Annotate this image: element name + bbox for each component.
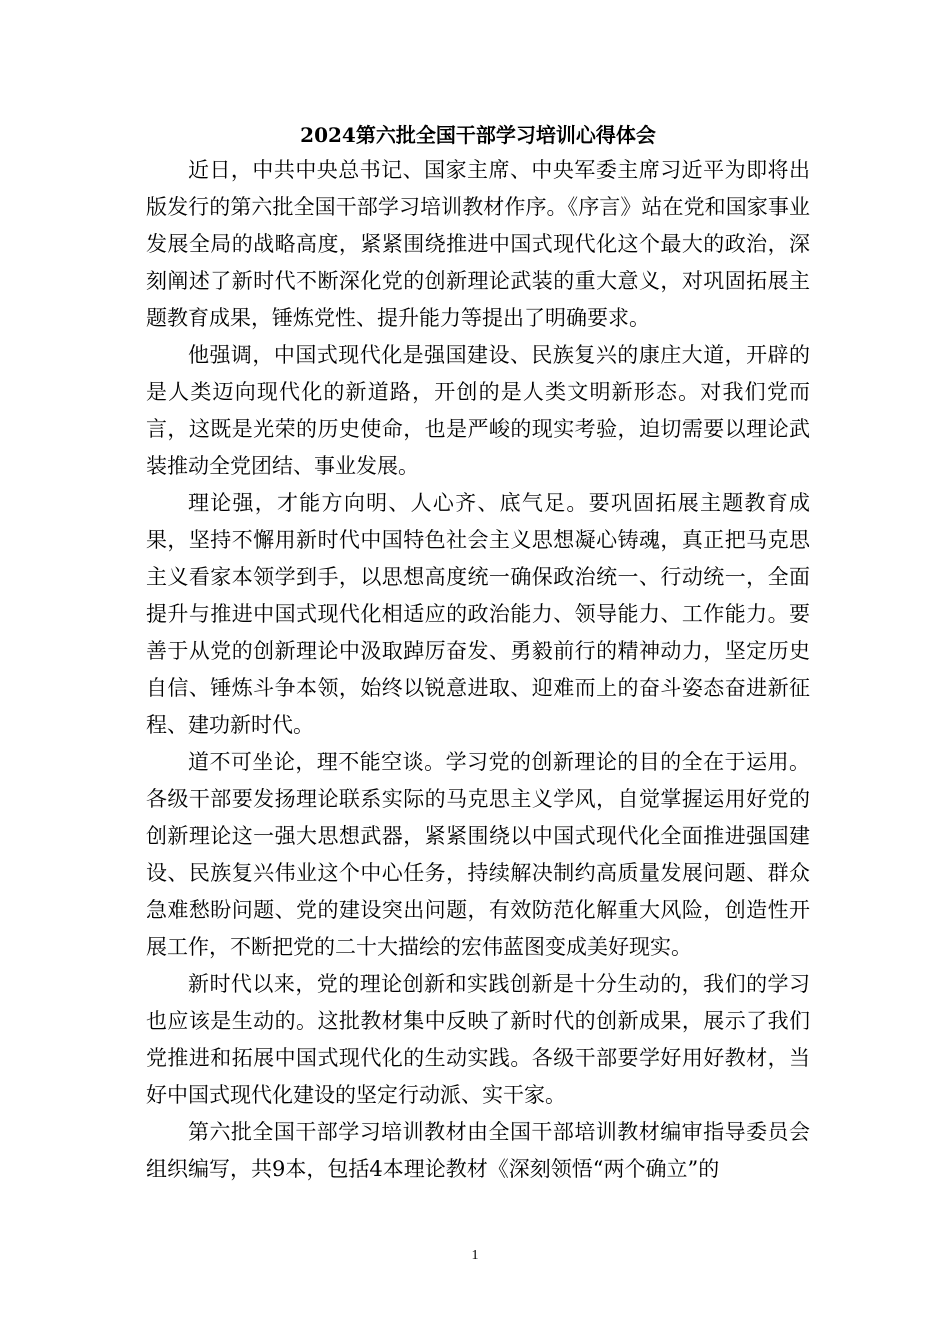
paragraph: 他强调，中国式现代化是强国建设、民族复兴的康庄大道，开辟的是人类迈向现代化的新道路，开创的是人类文明新形态。对我们党而言，这既是光荣的历史使命，也是严峻的现实考验，迫切需要以理论武装推动全党团结、事业发展。 <box>146 343 810 478</box>
paragraph: 道不可坐论，理不能空谈。学习党的创新理论的目的全在于运用。各级干部要发扬理论联系实际的马克思主义学风，自觉掌握运用好党的创新理论这一强大思想武器，紧紧围绕以中国式现代化全面推进强国建设、民族复兴伟业这个中心任务，持续解决制约高质量发展问题、群众急难愁盼问题、党的建设突出问题，有效防范化解重大风险，创造性开展工作，不断把党的二十大描绘的宏伟蓝图变成美好现实。 <box>146 750 810 959</box>
document-title: 2024第六批全国干部学习培训心得体会 <box>300 123 656 147</box>
paragraph: 近日，中共中央总书记、国家主席、中央军委主席习近平为即将出版发行的第六批全国干部学习培训教材作序。《序言》站在党和国家事业发展全局的战略高度，紧紧围绕推进中国式现代化这个最大的政治，深刻阐述了新时代不断深化党的创新理论武装的重大意义，对巩固拓展主题教育成果，锤炼党性、提升能力等提出了明确要求。 <box>146 158 810 330</box>
paragraph: 第六批全国干部学习培训教材由全国干部培训教材编审指导委员会组织编写，共9本，包括4本理论教材《深刻领悟“两个确立”的 <box>146 1120 810 1181</box>
paragraph: 新时代以来，党的理论创新和实践创新是十分生动的，我们的学习也应该是生动的。这批教材集中反映了新时代的创新成果，展示了我们党推进和拓展中国式现代化的生动实践。各级干部要学好用好教材，当好中国式现代化建设的坚定行动派、实干家。 <box>146 972 810 1107</box>
page-number: 1 <box>471 1248 479 1263</box>
paragraph: 理论强，才能方向明、人心齐、底气足。要巩固拓展主题教育成果，坚持不懈用新时代中国特色社会主义思想凝心铸魂，真正把马克思主义看家本领学到手，以思想高度统一确保政治统一、行动统一，全面提升与推进中国式现代化相适应的政治能力、领导能力、工作能力。要善于从党的创新理论中汲取踔厉奋发、勇毅前行的精神动力，坚定历史自信、锤炼斗争本领，始终以锐意进取、迎难而上的奋斗姿态奋进新征程、建功新时代。 <box>146 491 810 737</box>
document-page <box>146 118 810 1188</box>
